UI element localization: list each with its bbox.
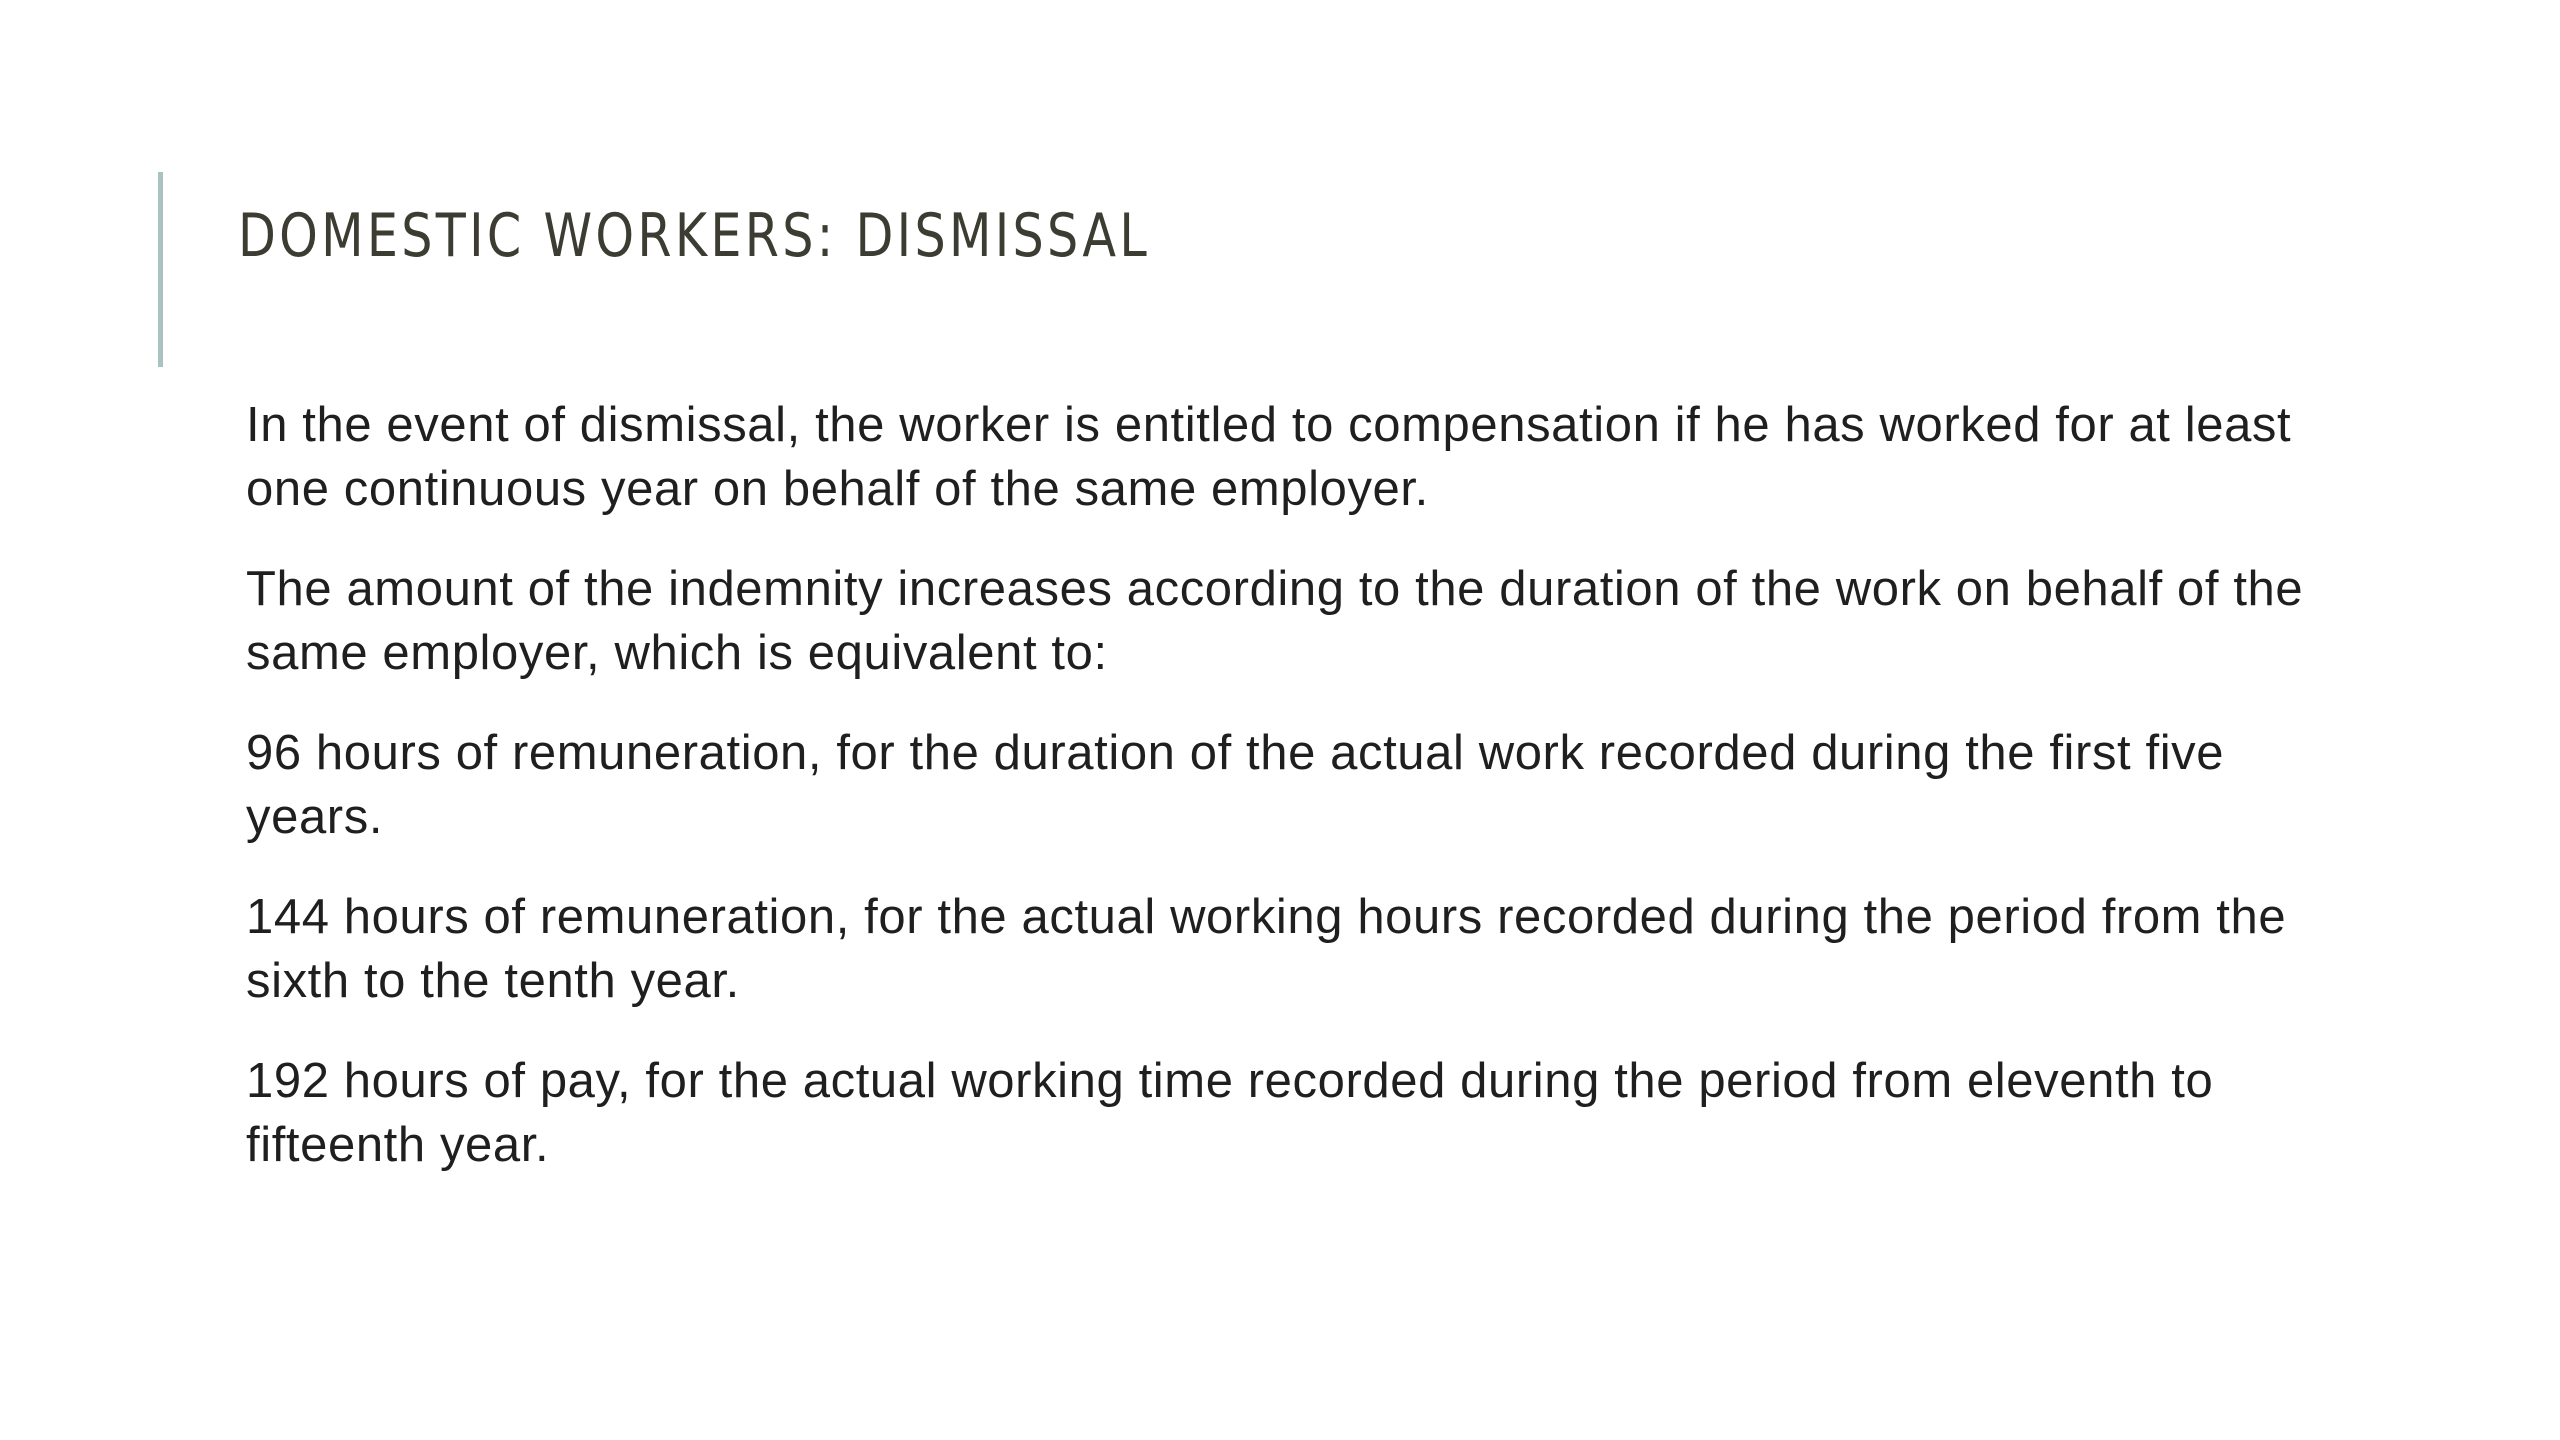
paragraph-indemnity-amount: The amount of the indemnity increases according to the duration of the work on behalf of the same employer, which is equivalent to:	[246, 562, 2304, 680]
paragraph-dismissal-entitlement: In the event of dismissal, the worker is entitled to compensation if he has worked for at least one continuous year on behalf of the same employer.	[246, 398, 2292, 516]
slide-title: DOMESTIC WORKERS: DISMISSAL	[238, 201, 1151, 271]
slide-body	[246, 393, 2326, 1213]
paragraph-eleventh-to-fifteenth-year: 192 hours of pay, for the actual working time recorded during the period from eleventh to fifteenth year.	[246, 1054, 2214, 1172]
paragraph-first-five-years: 96 hours of remuneration, for the duration of the actual work recorded during the first five years.	[246, 726, 2225, 844]
title-accent-bar	[158, 172, 163, 367]
paragraph-sixth-to-tenth-year: 144 hours of remuneration, for the actual working hours recorded during the period from the sixth to the tenth year.	[246, 890, 2287, 1008]
